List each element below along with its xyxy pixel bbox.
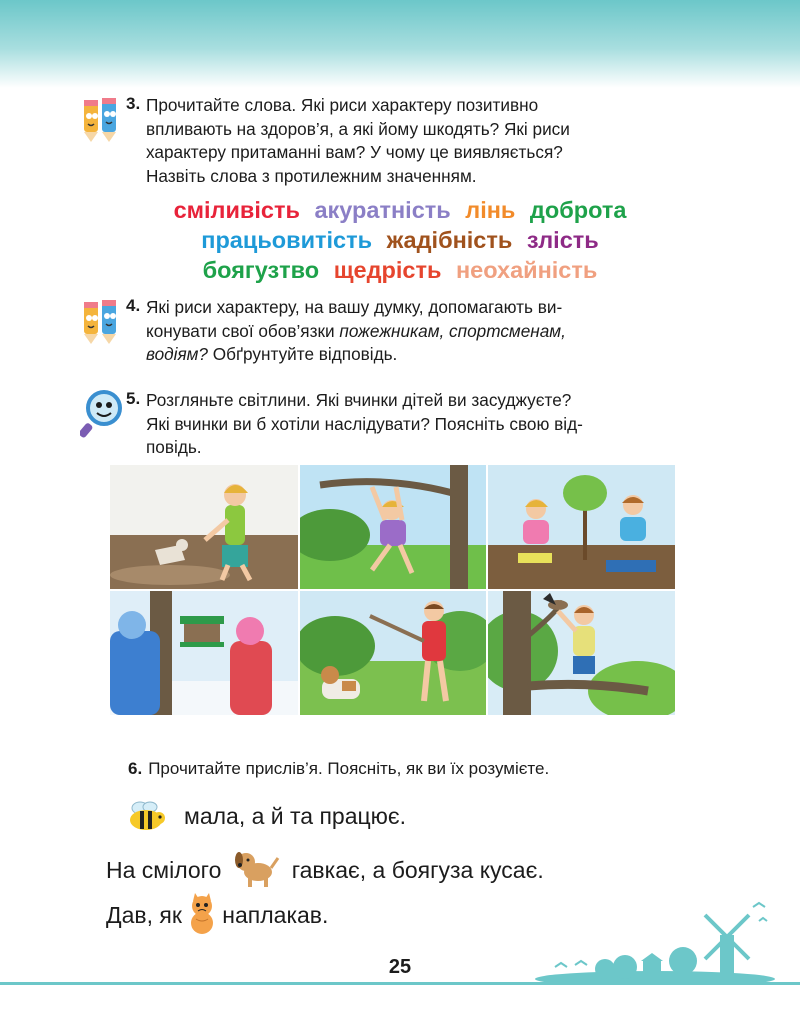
task-number: 3. <box>126 94 141 113</box>
task-number: 5. <box>126 389 141 408</box>
proverb-text: мала, а й та працює. <box>184 803 407 829</box>
pencils-icon <box>80 94 124 144</box>
task-text: Прочитайте прислів’я. Поясніть, як ви їх розумієте. <box>148 759 550 778</box>
proverb-text: гавкає, а боягуза кусає. <box>291 857 544 883</box>
task-text: Прочитайте слова. Які риси характеру позитивно впливають на здоров’я, а які йому шкодять? Які риси характеру притаманні вам? У чому це виявляється? Назвіть слова з протилежним значенням. <box>146 95 570 186</box>
proverb-text: На смілого <box>106 857 222 883</box>
word-line <box>0 255 800 285</box>
proverb-2 <box>106 848 544 888</box>
word: злість <box>526 227 599 253</box>
word: жадібність <box>386 227 513 253</box>
word: працьовитість <box>201 227 373 253</box>
photo-boy-and-dog <box>300 591 486 715</box>
task-number: 6. <box>128 759 143 778</box>
photo-children-planting <box>488 465 675 589</box>
word: щедрість <box>333 257 442 283</box>
photo-bird-feeder <box>110 591 298 715</box>
photo-girl-feeding-cat <box>110 465 298 589</box>
photo-boy-tree-nest <box>488 591 675 715</box>
page-number: 25 <box>388 956 412 978</box>
proverb-text: наплакав. <box>222 902 329 928</box>
header-band <box>0 0 800 88</box>
task-text: Які риси характеру, на вашу думку, допомагають ви- конувати свої обов’язки пожежникам, спортсменам, водіям? Обґрунтуйте відповідь. <box>146 297 566 364</box>
kitten-icon <box>186 893 218 935</box>
task-6 <box>128 759 549 779</box>
word-line <box>0 225 800 255</box>
photo-grid <box>110 465 675 715</box>
word: акуратність <box>314 197 451 223</box>
word: лінь <box>465 197 516 223</box>
proverb-text: Дав, як <box>106 902 182 928</box>
photo-girl-on-branch <box>300 465 486 589</box>
word-line <box>0 195 800 225</box>
proverb-1 <box>126 800 406 832</box>
magnifier-icon <box>80 389 124 439</box>
task-number: 4. <box>126 296 141 315</box>
word: доброта <box>529 197 627 223</box>
word: неохайність <box>455 257 598 283</box>
word: боягузтво <box>202 257 320 283</box>
task-text: Розгляньте світлини. Які вчинки дітей ви засуджуєте? Які вчинки ви б хотіли наслідувати? Поясніть свою від- повідь. <box>146 390 583 457</box>
proverb-3 <box>106 893 328 935</box>
footer-line <box>0 982 800 985</box>
bee-icon <box>126 800 168 832</box>
pencils-icon <box>80 296 124 346</box>
dog-icon <box>228 848 282 888</box>
word: сміливість <box>173 197 300 223</box>
landscape-icon <box>525 895 780 985</box>
